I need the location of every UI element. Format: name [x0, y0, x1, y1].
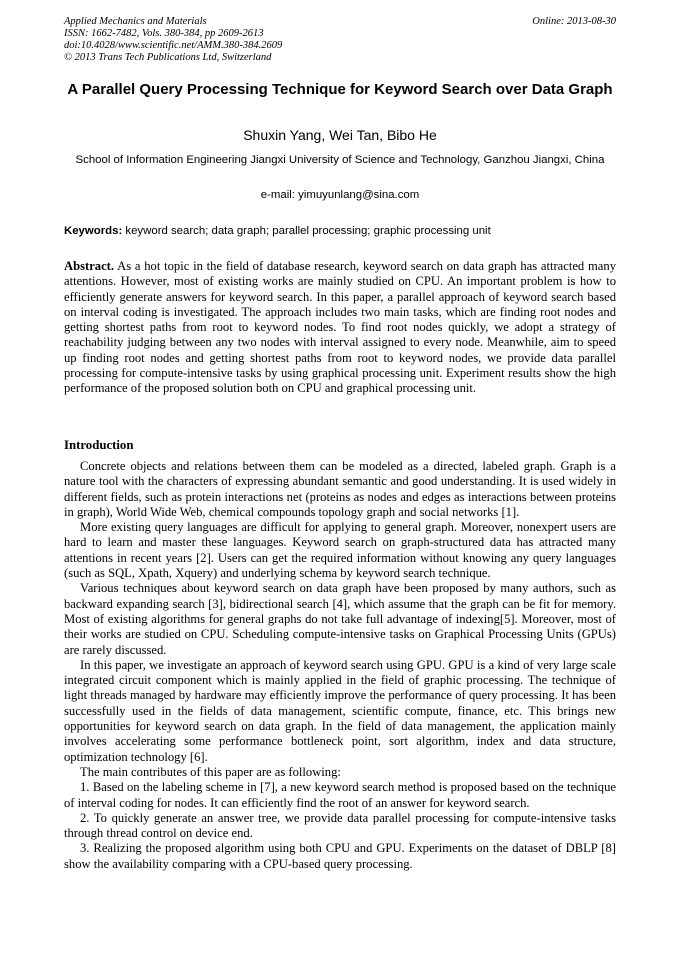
keywords-line	[64, 224, 616, 239]
keywords-text: keyword search; data graph; parallel processing; graphic processing unit	[125, 225, 491, 237]
paragraph: Concrete objects and relations between them can be modeled as a directed, labeled graph. Graph is a nature tool with the characters of expressing abundant semantic and good understanding. It is used widely in different fields, such as protein interactions net (proteins as nodes and edges as interactions between proteins in graph), World Wide Web, chemical compounds topology graph and social networks [1].	[64, 459, 616, 519]
paragraph: 2. To quickly generate an answer tree, we provide data parallel processing for compute-intensive tasks through thread control on device end.	[64, 810, 616, 841]
journal-header	[64, 16, 616, 64]
abstract-text: As a hot topic in the field of database research, keyword search on data graph has attracted many attentions. However, most of existing works are mainly studied on CPU. An important problem is how to efficiently generate answers for keyword search. In this paper, a parallel approach of keyword search based on interval coding is investigated. The approach includes two main tasks, which are finding root nodes and getting shortest paths from root to keyword nodes. To find root nodes quickly, we adopt a strategy of reachability judging between any two nodes with interval assigned to every node. Meanwhile, aim to speed up finding root nodes and getting shortest paths from root to keyword nodes, we provide data parallel processing for compute-intensive tasks by using graphical processing unit. Experiment results show the high performance of the proposed solution both on CPU and graphical processing unit.	[64, 259, 616, 396]
online-date: Online: 2013-08-30	[532, 16, 616, 27]
issn-line: ISSN: 1662-7482, Vols. 380-384, pp 2609-2613	[64, 28, 264, 39]
journal-name: Applied Mechanics and Materials	[64, 16, 207, 27]
contact-email: e-mail: yimuyunlang@sina.com	[260, 189, 420, 201]
affiliation: School of Information Engineering Jiangxi University of Science and Technology, Ganzhou Jiangxi, China	[75, 154, 605, 166]
paragraph: 1. Based on the labeling scheme in [7], a new keyword search method is proposed based on the technique of interval coding for nodes. It can efficiently find the root of an answer for keyword search.	[64, 780, 616, 810]
paragraph: 3. Realizing the proposed algorithm using both CPU and GPU. Experiments on the dataset of DBLP [8] show the availability comparing with a CPU-based query processing.	[64, 841, 616, 871]
paper-title: A Parallel Query Processing Technique for Keyword Search over Data Graph	[67, 81, 613, 98]
abstract-label: Abstract.	[64, 259, 115, 273]
paragraph: The main contributes of this paper are as following:	[80, 764, 341, 779]
copyright-line: © 2013 Trans Tech Publications Ltd, Switzerland	[64, 52, 272, 63]
paragraph: More existing query languages are difficult for applying to general graph. Moreover, nonexpert users are hard to learn and master these languages. Keyword search on graph-structured data has attracted many attentions in recent years [2]. Users can get the required information without knowing any query languages (such as SQL, Xpath, Xquery) and underlying schema by keyword search technique.	[64, 520, 616, 581]
abstract-section	[64, 259, 616, 397]
keywords-label: Keywords:	[64, 225, 123, 237]
author-list: Shuxin Yang, Wei Tan, Bibo He	[243, 127, 437, 143]
introduction-heading: Introduction	[64, 438, 134, 452]
paragraph: Various techniques about keyword search on data graph have been proposed by many authors, such as backward expanding search [3], bidirectional search [4], which assume that the graph can be fit for memory. Most of existing algorithms for general graphs do not take full advantage of indexing[5]. Moreover, most of their works are studied on CPU. Scheduling compute-intensive tasks on Graphical Processing Units (GPUs) are rarely discussed.	[64, 581, 616, 657]
introduction-body	[64, 459, 616, 872]
doi-line: doi:10.4028/www.scientific.net/AMM.380-384.2609	[64, 40, 283, 51]
paragraph: In this paper, we investigate an approach of keyword search using GPU. GPU is a kind of very large scale integrated circuit component which is mainly applied in the field of graphic processing. The technique of light threads managed by hardware may efficiently improve the performance of query processing. It has been successfully used in the fields of data management, scientific compute, finance, etc. This brings new opportunities for keyword search on data graph. In the field of data management, the application mainly involves accelerating some performance bottleneck point, sort algorithm, index and data structure, optimization technology [6].	[64, 657, 616, 764]
